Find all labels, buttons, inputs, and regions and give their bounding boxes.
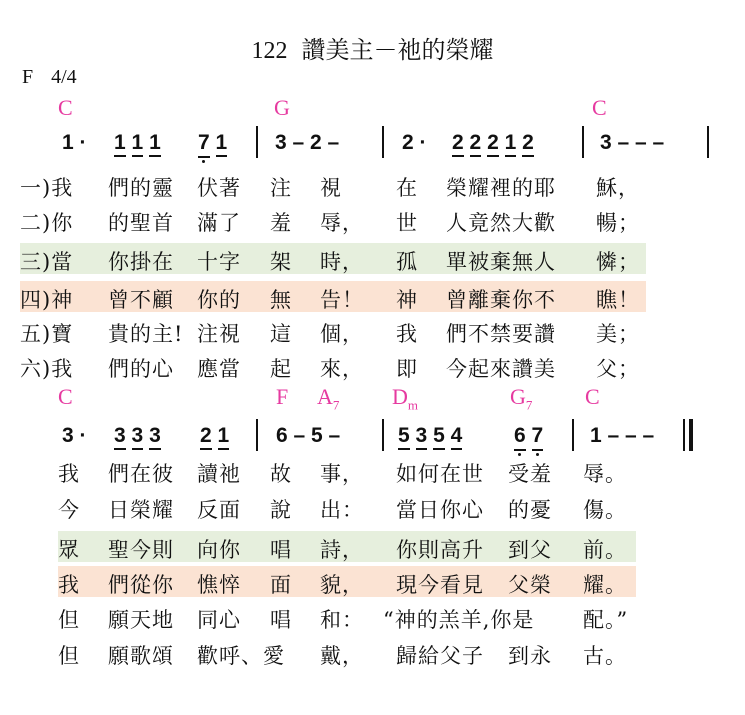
lyric-segment: 五)寶 [20, 322, 74, 346]
lyric-segment: 你則高升 [396, 538, 484, 562]
melody-note: 1 [216, 131, 228, 157]
lyric-segment: 伏著 [197, 176, 241, 200]
bar-line [572, 419, 574, 451]
melody-group [200, 424, 229, 448]
melody-note: 1 · [62, 131, 87, 154]
melody-group [398, 424, 462, 448]
lyric-segment: 的聖首 [108, 211, 174, 235]
chord-c: C [592, 95, 607, 120]
lyric-segment: 故 [270, 462, 292, 486]
melody-note: 5 [433, 424, 445, 450]
chord-quality: 7 [332, 397, 340, 413]
final-bar-line [689, 419, 693, 451]
melody-note: 1 [505, 131, 517, 157]
lyric-segment: 時， [320, 250, 364, 274]
bar-line [256, 126, 258, 158]
lyric-segment: 二)你 [20, 211, 74, 235]
lyric-segment: 貌， [320, 573, 364, 597]
chord-g7 [510, 384, 532, 413]
chord-quality: 7 [525, 397, 533, 413]
lyric-segment: 前。 [583, 538, 627, 562]
hymn-number: 122 [251, 38, 288, 64]
lyric-segment: 今起來讚美 [446, 357, 556, 381]
lyric-segment: 當日你心 [396, 498, 484, 522]
lyric-segment: 但 [58, 644, 80, 668]
chord-c: C [585, 384, 600, 409]
lyric-segment: 起 [270, 357, 292, 381]
melody-group [514, 424, 543, 451]
bar-line [382, 126, 384, 158]
lyric-segment: 在 [396, 176, 418, 200]
chord-c: C [58, 384, 73, 409]
melody-note: 3 [416, 424, 428, 450]
lyric-segment: 三)當 [20, 250, 74, 274]
lyric-segment: 神 [396, 288, 418, 312]
melody-note: 2 [522, 131, 534, 157]
melody-measure: 6 – 5 – [276, 424, 341, 447]
melody-group [198, 131, 227, 158]
lyric-segment: 我 [396, 322, 418, 346]
chord-dm [392, 384, 418, 413]
melody-measure: 3 – 2 – [275, 131, 340, 154]
time-signature: 4/4 [51, 66, 77, 88]
lyric-segment: 應當 [197, 357, 241, 381]
lyric-segment: 我 [58, 573, 80, 597]
lyric-segment: 們的靈 [108, 176, 174, 200]
lyric-segment: 唱 [270, 608, 292, 632]
lyric-segment: 配。” [583, 608, 629, 632]
melody-measure: 3 – – – [600, 131, 665, 154]
lyric-segment: 視 [320, 176, 342, 200]
lyric-segment: 同心 [197, 608, 241, 632]
bar-line [582, 126, 584, 158]
lyric-segment: 傷。 [583, 498, 627, 522]
lyric-segment: 受羞 [508, 462, 552, 486]
lyric-segment: 父； [596, 357, 640, 381]
chord-f: F [276, 384, 289, 409]
lyric-segment: 到永 [508, 644, 552, 668]
melody-group [114, 424, 161, 448]
lyric-segment: 唱 [270, 538, 292, 562]
lyric-segment: 曾離棄你不 [446, 288, 556, 312]
bar-line [382, 419, 384, 451]
lyric-segment: 事， [320, 462, 364, 486]
lyric-segment: 聖今則 [108, 538, 174, 562]
lyric-segment: 暢； [596, 211, 640, 235]
lyric-segment: 注視 [197, 322, 241, 346]
lyric-segment: 辱， [320, 211, 364, 235]
melody-note: 2 [452, 131, 464, 157]
lyric-segment: 們不禁要讚 [446, 322, 556, 346]
lyric-segment: 反面 [197, 498, 241, 522]
lyric-segment: 眾 [58, 538, 80, 562]
lyric-segment: 這 [270, 322, 292, 346]
melody-note: 3 · [62, 424, 87, 447]
key-signature [22, 66, 77, 89]
melody-note: 6 [514, 424, 526, 451]
lyric-segment: 願天地 [108, 608, 174, 632]
lyric-segment: 詩， [320, 538, 364, 562]
lyric-segment: 耀。 [583, 573, 627, 597]
hymn-title-text: 讚美主－祂的榮耀 [301, 36, 494, 64]
lyric-segment: 十字 [197, 250, 241, 274]
chord-g: G [274, 95, 290, 120]
lyric-segment: 曾不顧 [108, 288, 174, 312]
lyric-segment: 父榮 [508, 573, 552, 597]
lyric-segment: 架 [270, 250, 292, 274]
lyric-segment: 但 [58, 608, 80, 632]
melody-note: 1 [149, 131, 161, 157]
lyric-segment: 榮耀裡的耶 [446, 176, 556, 200]
melody-note: 2 [200, 424, 212, 450]
melody-measure: 1 – – – [590, 424, 655, 447]
lyric-segment: 羞 [270, 211, 292, 235]
chord-quality: m [407, 397, 419, 413]
lyric-segment: 憔悴 [197, 573, 241, 597]
lyric-segment: 今 [58, 498, 80, 522]
bar-line [256, 419, 258, 451]
lyric-segment: 讀祂 [197, 462, 241, 486]
lyric-segment: 即 [396, 357, 418, 381]
lyric-segment: 美； [596, 322, 640, 346]
lyric-segment: 人竟然大歡 [446, 211, 556, 235]
melody-note: 3 [114, 424, 126, 450]
lyric-segment: 如何在世 [396, 462, 484, 486]
chord-root: D [392, 384, 408, 409]
bar-line [683, 419, 685, 451]
lyric-segment: 滿了 [197, 211, 241, 235]
lyric-segment: 古。 [583, 644, 627, 668]
lyric-segment: 告！ [320, 288, 364, 312]
lyric-segment: 世 [396, 211, 418, 235]
lyric-segment: 和： [320, 608, 364, 632]
melody-group [452, 131, 534, 155]
lyric-segment: 憐； [596, 250, 640, 274]
melody-note: 4 [451, 424, 463, 450]
lyric-segment: 個， [320, 322, 364, 346]
lyric-segment: 到父 [508, 538, 552, 562]
melody-note: 2 · [402, 131, 427, 154]
lyric-segment: 出： [320, 498, 364, 522]
lyric-segment: 們的心 [108, 357, 174, 381]
melody-note: 2 [487, 131, 499, 157]
lyric-segment: 歸給父子 [396, 644, 484, 668]
chord-c: C [58, 95, 73, 120]
lyric-segment: 面 [270, 573, 292, 597]
lyric-segment: 你的 [197, 288, 241, 312]
lyric-segment: 來， [320, 357, 364, 381]
lyric-segment: 單被棄無人 [446, 250, 556, 274]
chord-a7 [317, 384, 339, 413]
lyric-segment: 你掛在 [108, 250, 174, 274]
melody-note: 7 [532, 424, 544, 451]
lyric-segment: 歡呼、愛 [197, 644, 285, 668]
lyric-segment: 我 [58, 462, 80, 486]
melody-note: 1 [114, 131, 126, 157]
lyric-segment: 們從你 [108, 573, 174, 597]
melody-group [114, 131, 161, 155]
lyric-segment: 的憂 [508, 498, 552, 522]
lyric-segment: 貴的主! [108, 322, 184, 346]
lyric-segment: 辱。 [583, 462, 627, 486]
melody-note: 1 [132, 131, 144, 157]
melody-note: 1 [218, 424, 230, 450]
lyric-segment: 願歌頌 [108, 644, 174, 668]
lyric-segment: 一)我 [20, 176, 74, 200]
lyric-segment: 戴， [320, 644, 364, 668]
bar-line [707, 126, 709, 158]
chord-root: G [510, 384, 526, 409]
lyric-segment: “神的羔羊,你是 [383, 608, 535, 632]
key-name: F [22, 66, 34, 88]
melody-note: 2 [470, 131, 482, 157]
lyric-segment: 無 [270, 288, 292, 312]
melody-note: 5 [398, 424, 410, 450]
lyric-segment: 們在彼 [108, 462, 174, 486]
lyric-segment: 穌， [596, 176, 640, 200]
melody-note: 7 [198, 131, 210, 158]
melody-note: 3 [132, 424, 144, 450]
lyric-segment: 瞧！ [596, 288, 640, 312]
chord-root: A [317, 384, 333, 409]
lyric-segment: 六)我 [20, 357, 74, 381]
lyric-segment: 說 [270, 498, 292, 522]
hymn-title [0, 30, 745, 65]
melody-note: 3 [149, 424, 161, 450]
lyric-segment: 四)神 [20, 288, 74, 312]
lyric-segment: 注 [270, 176, 292, 200]
lyric-segment: 現今看見 [396, 573, 484, 597]
lyric-segment: 孤 [396, 250, 418, 274]
lyric-segment: 日榮耀 [108, 498, 174, 522]
lyric-segment: 向你 [197, 538, 241, 562]
